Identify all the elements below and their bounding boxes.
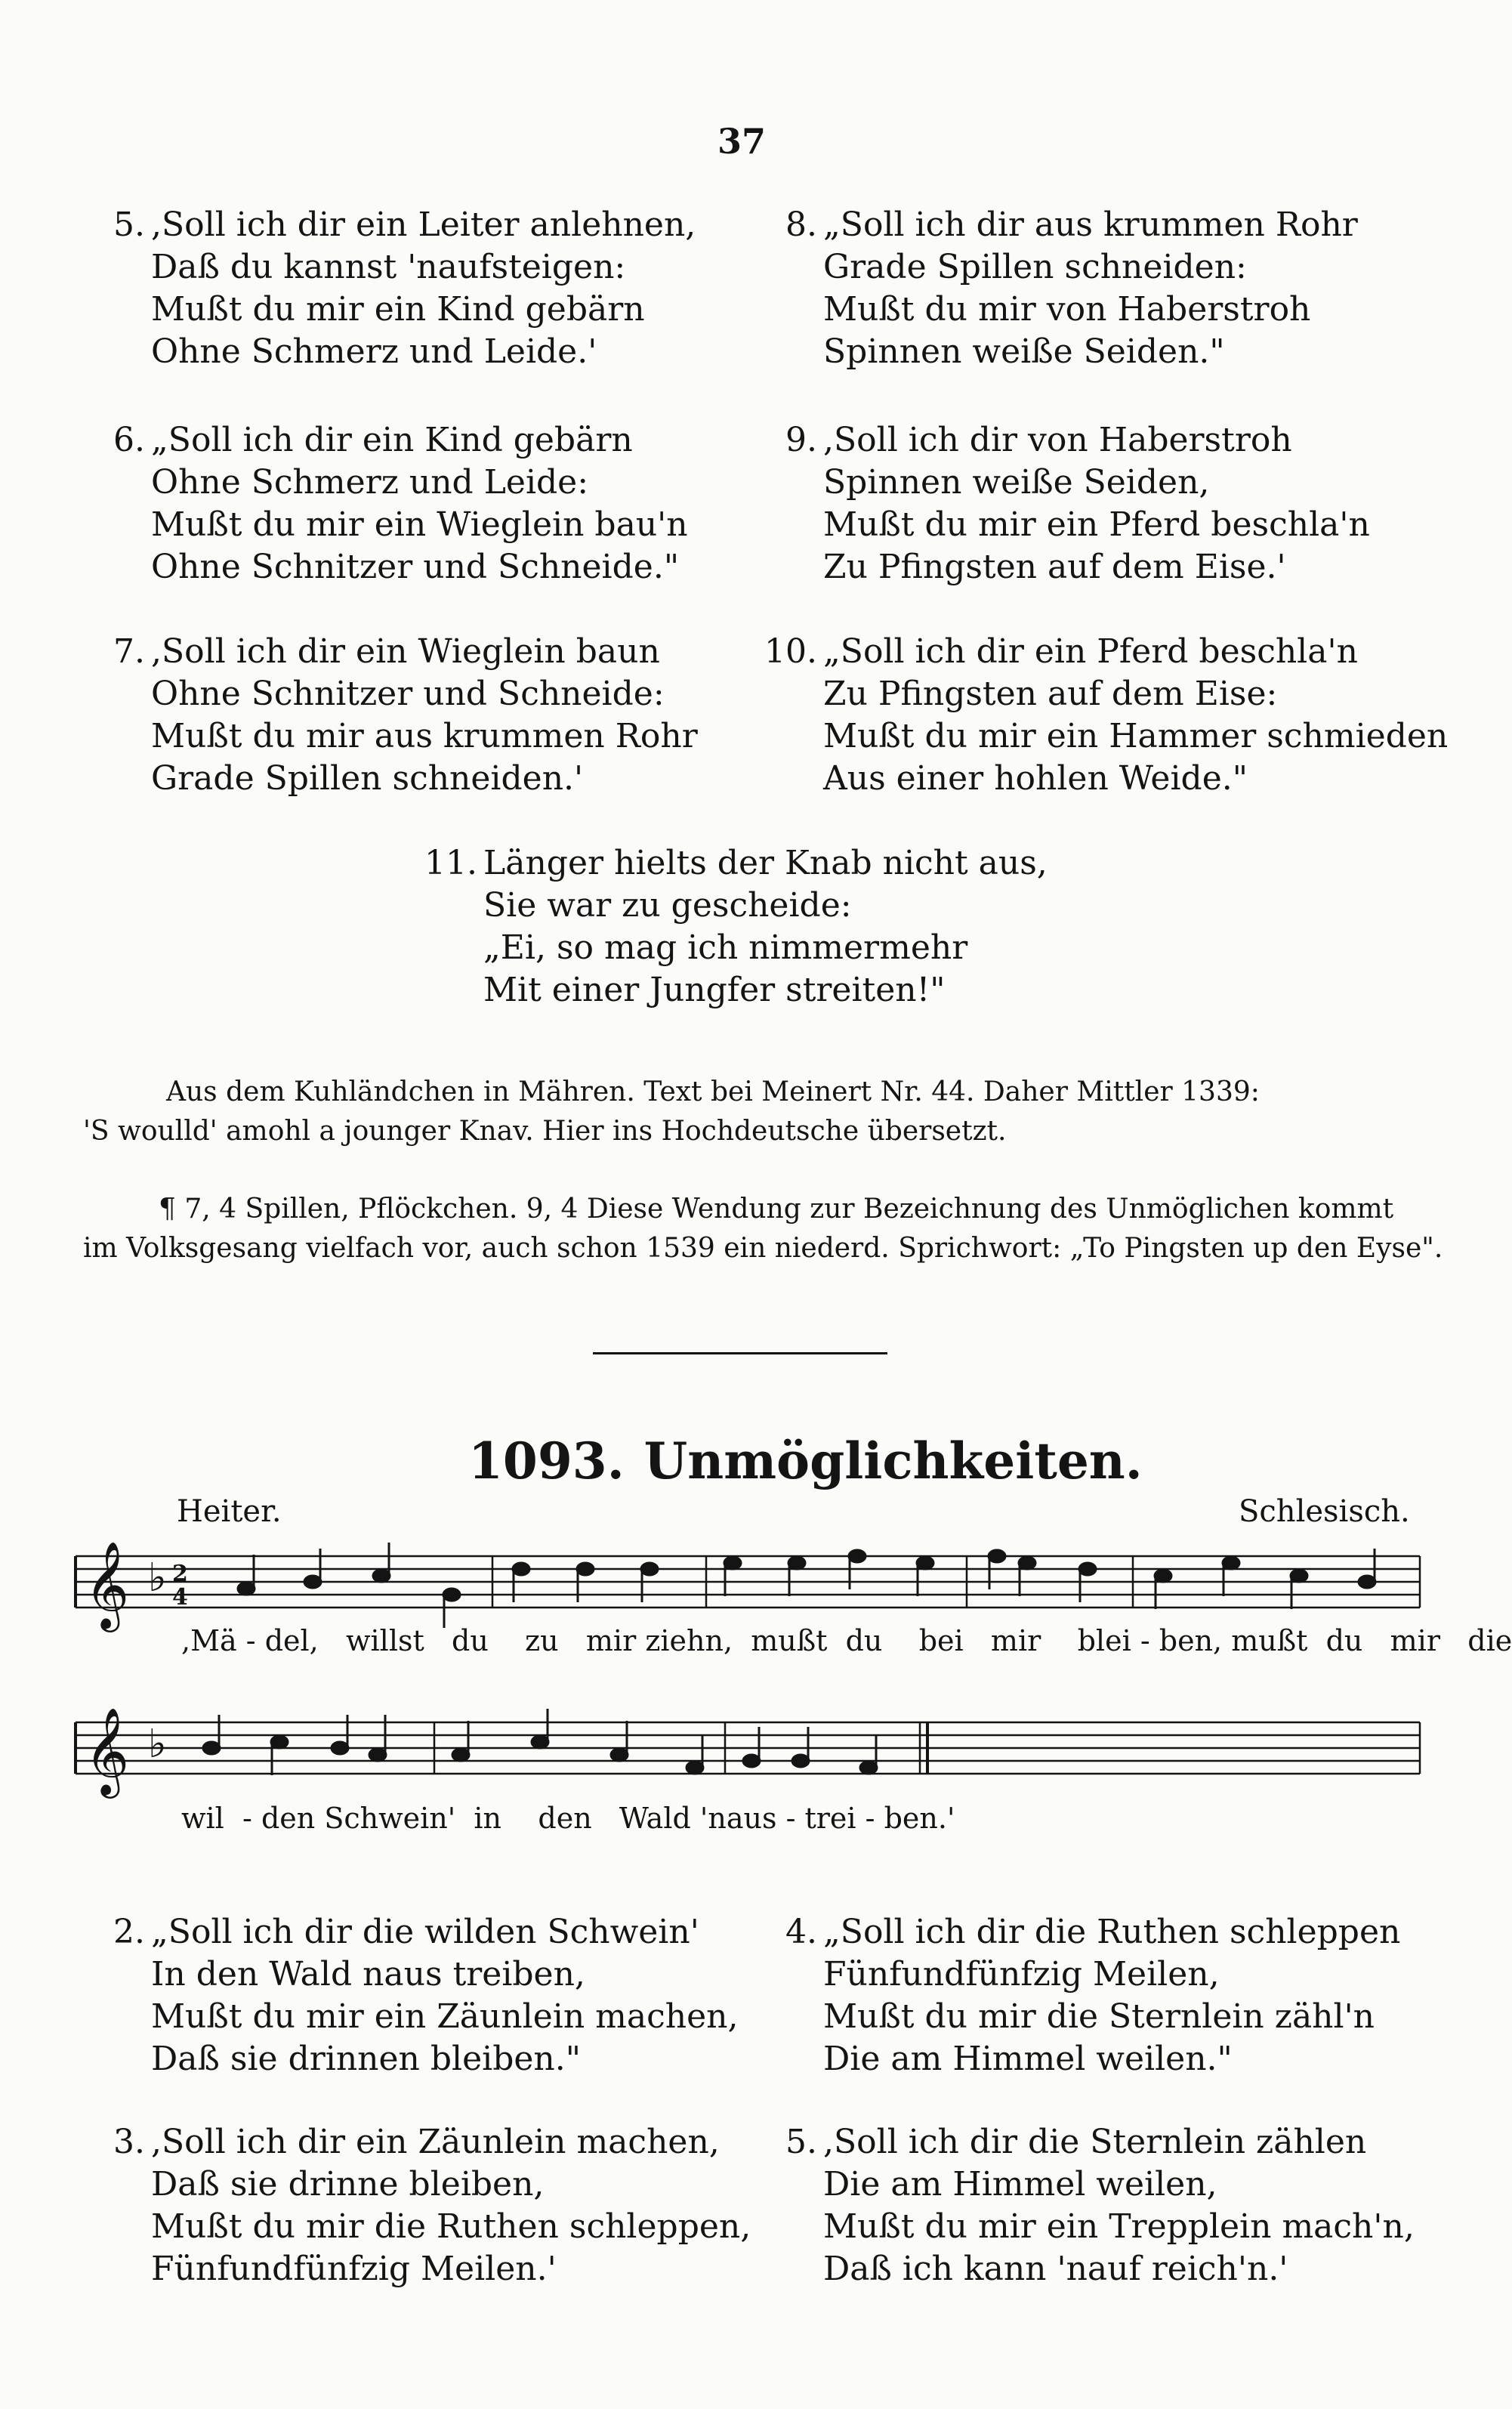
verse-line: ,Soll ich dir ein Leiter anlehnen, [151,205,696,244]
verse-line: Sie war zu gescheide: [483,886,852,925]
verse-3 [113,2121,751,2290]
verse-line: Mußt du mir ein Kind gebärn [151,290,645,329]
verse-line: Zu Pfingsten auf dem Eise.' [823,548,1286,586]
lyric-syllable: mir [990,1624,1041,1657]
verse-line: „Ei, so mag ich nimmermehr [483,928,968,967]
verse-line: Mußt du mir ein Zäunlein machen, [151,1997,739,2036]
lyric-syllable: ziehn, [645,1624,733,1657]
verse-2 [113,1911,739,2080]
verse-line: Ohne Schnitzer und Schneide: [151,675,665,713]
verse-line: Grade Spillen schneiden: [823,248,1247,286]
verse-number: 8. [785,205,817,244]
verse-line: Länger hielts der Knab nicht aus, [483,844,1048,882]
verse-number: 5. [785,2123,817,2161]
lyric-syllable: mußt [751,1624,828,1657]
verse-number: 11. [424,844,477,882]
verse-number: 6. [113,421,145,459]
verse-line: Die am Himmel weilen." [823,2040,1233,2078]
verse-line: Mußt du mir ein Pferd beschla'n [823,505,1370,544]
flat-icon: ♭ [148,1722,167,1767]
lyric-syllable: mir [585,1624,637,1657]
song-heading [468,1432,1143,1490]
verse-line: Fünfundfünfzig Meilen, [823,1955,1220,1994]
lyric-syllable: del, [264,1624,319,1657]
verse-line: Daß sie drinne bleiben, [151,2165,545,2204]
verse-line: Ohne Schmerz und Leide.' [151,332,597,371]
verse-number: 3. [113,2123,145,2161]
verse-line: Mußt du mir ein Wieglein bau'n [151,505,688,544]
verse-line: Mußt du mir aus krummen Rohr [151,717,698,755]
time-signature-bottom: 4 [172,1584,188,1611]
verse-line: ,Soll ich dir ein Wieglein baun [151,632,660,671]
lyric-syllable: ben.' [884,1802,955,1835]
footnote-line-1: ¶ 7, 4 Spillen, Pflöckchen. 9, 4 Diese Wendung zur Bezeichnung des Unmöglichen kommt [159,1194,1394,1225]
verse-line: In den Wald naus treiben, [151,1955,585,1994]
verse-line: Mußt du mir die Sternlein zähl'n [823,1997,1375,2036]
verse-line: Grade Spillen schneiden.' [151,759,584,798]
lyric-syllable: trei [804,1802,856,1835]
verse-line: ,Soll ich dir ein Zäunlein machen, [151,2123,720,2161]
lyric-syllable: du [845,1624,883,1657]
verse-line: Spinnen weiße Seiden, [823,463,1210,502]
lyric-syllable: - [785,1802,796,1835]
lyric-syllable: - [1140,1624,1150,1657]
footnote-line-2: im Volksgesang vielfach vor, auch schon 1539 ein niederd. Sprichwort: „To Pingsten up den Eyse". [83,1233,1443,1264]
lyric-syllable: ,Mä [181,1624,237,1657]
lyric-syllable: willst [345,1624,424,1657]
verse-line: Daß sie drinnen bleiben." [151,2040,581,2078]
verse-line: „Soll ich dir ein Kind gebärn [151,421,633,459]
verse-line: Mußt du mir ein Trepplein mach'n, [823,2207,1415,2246]
verse-10 [764,631,1449,800]
section-divider [593,1352,887,1354]
lyric-syllable: blei [1077,1624,1131,1657]
verse-number: 7. [113,632,145,671]
lyric-syllable: mußt [1231,1624,1308,1657]
lyric-syllable: den [538,1802,592,1835]
verse-4 [785,1911,1401,2080]
lyric-syllable: mir [1390,1624,1440,1657]
lyric-syllable: Wald [619,1802,691,1835]
verse-line: Zu Pfingsten auf dem Eise: [823,675,1278,713]
verse-line: „Soll ich dir ein Pferd beschla'n [823,632,1358,671]
verse-line: Mußt du mir ein Hammer schmieden [823,717,1449,755]
lyric-syllable: - [242,1802,252,1835]
verse-number: 2. [113,1913,145,1951]
verse-line: Daß du kannst 'naufsteigen: [151,248,626,286]
flat-icon: ♭ [148,1555,167,1601]
verse-6 [113,419,688,588]
tempo-marking: Heiter. [177,1494,282,1529]
lyric-syllable: ben, [1159,1624,1223,1657]
verse-number: 10. [764,632,817,671]
lyric-syllable: die [1467,1624,1512,1657]
verse-line: „Soll ich dir die Ruthen schleppen [823,1913,1401,1951]
verse-line: Spinnen weiße Seiden." [823,332,1225,371]
verse-line: „Soll ich dir aus krummen Rohr [823,205,1358,244]
verse-line: Mit einer Jungfer streiten!" [483,971,946,1009]
lyric-syllable: wil [181,1802,224,1835]
source-note-line-1: Aus dem Kuhländchen in Mähren. Text bei Meinert Nr. 44. Daher Mittler 1339: [166,1076,1260,1107]
verse-9 [785,419,1370,588]
verse-line: Ohne Schmerz und Leide: [151,463,589,502]
verse-line: ,Soll ich dir von Haberstroh [823,421,1292,459]
lyric-syllable: du [452,1624,489,1657]
verse-line: Daß ich kann 'nauf reich'n.' [823,2250,1288,2288]
verse-line: Aus einer hohlen Weide." [823,759,1248,798]
verse-line: Ohne Schnitzer und Schneide." [151,548,680,586]
verse-8 [785,204,1358,373]
song-number: 1093. [468,1432,625,1490]
verse-number: 9. [785,421,817,459]
lyric-syllable: - [865,1802,875,1835]
lyric-syllable: zu [525,1624,559,1657]
lyrics-row-2 [181,1802,955,1835]
lyric-syllable: in [474,1802,502,1835]
verse-7 [113,631,698,800]
verse-line: ,Soll ich dir die Sternlein zählen [823,2123,1367,2161]
verse-line: Fünfundfünfzig Meilen.' [151,2250,557,2288]
lyric-syllable: den [261,1802,316,1835]
lyric-syllable: du [1325,1624,1363,1657]
page-number: 37 [717,121,767,162]
verse-5-bottom [785,2121,1415,2290]
source-note-line-2: 'S woulld' amohl a jounger Knav. Hier ins Hochdeutsche übersetzt. [83,1116,1007,1147]
verse-line: Mußt du mir von Haberstroh [823,290,1311,329]
lyric-syllable: - [245,1624,256,1657]
song-origin: Schlesisch. [1239,1494,1410,1529]
verse-line: Die am Himmel weilen, [823,2165,1217,2204]
lyric-syllable: bei [918,1624,964,1657]
song-title: Unmöglichkeiten. [643,1432,1143,1490]
lyric-syllable: Schwein' [324,1802,456,1835]
verse-line: „Soll ich dir die wilden Schwein' [151,1913,699,1951]
treble-clef-icon: 𝄞 [85,1540,130,1629]
treble-clef-icon: 𝄞 [85,1706,130,1795]
verse-line: Mußt du mir die Ruthen schleppen, [151,2207,751,2246]
verse-number: 4. [785,1913,817,1951]
verse-5 [113,204,696,373]
lyrics-row-1 [181,1624,1512,1657]
verse-number: 5. [113,205,145,244]
time-signature-top: 2 [172,1561,188,1587]
verse-11 [424,842,1048,1011]
lyric-syllable: 'naus [699,1802,777,1835]
